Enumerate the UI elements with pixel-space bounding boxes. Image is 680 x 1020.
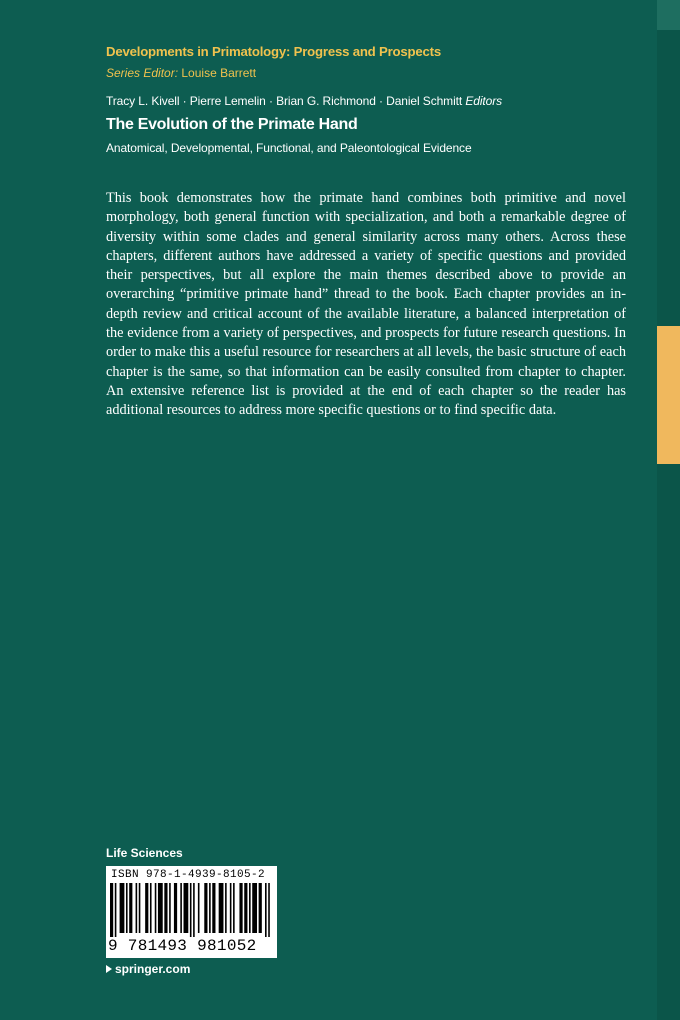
publisher-url: springer.com [115, 962, 191, 976]
series-title: Developments in Primatology: Progress and Prospects [106, 44, 441, 59]
publisher-link[interactable] [106, 962, 190, 976]
book-subtitle: Anatomical, Developmental, Functional, and Paleontological Evidence [106, 141, 472, 155]
spine-edge [657, 0, 680, 1020]
series-editor-label: Series Editor: [106, 66, 179, 80]
isbn-barcode [106, 866, 277, 958]
authors-role: Editors [465, 94, 502, 108]
barcode-bars [110, 883, 273, 937]
book-title: The Evolution of the Primate Hand [106, 116, 358, 133]
subject-category: Life Sciences [106, 846, 183, 860]
series-editor [106, 66, 256, 80]
arrow-right-icon [106, 965, 112, 973]
spine-edge-top [657, 0, 680, 30]
author-names: Tracy L. Kivell · Pierre Lemelin · Brian G. Richmond · Daniel Schmitt [106, 94, 463, 108]
spine-accent-band [657, 326, 680, 464]
series-editor-name: Louise Barrett [181, 66, 257, 80]
book-authors [106, 94, 502, 108]
book-description: This book demonstrates how the primate hand combines both primitive and novel morphology, both general function with specialization, and both a remarkable degree of diversity within some clades and general similarity across many others. Across these chapters, different authors have addressed a variety of specific questions and provided their perspectives, but all explore the main themes described above to provide an overarching “primitive primate hand” thread to the book. Each chapter provides an in-depth review and critical account of the available literature, a balanced interpretation of the evidence from a variety of perspectives, and prospects for future research questions. In order to make this a useful resource for researchers at all levels, the basic structure of each chapter is the same, so that information can be easily consulted from chapter to chapter. An extensive reference list is provided at the end of each chapter so the reader has additional resources to address more specific questions or to find specific data. [106, 190, 626, 419]
isbn-label: ISBN 978-1-4939-8105-2 [111, 869, 266, 881]
isbn-digits: 9 781493 981052 [108, 937, 257, 955]
